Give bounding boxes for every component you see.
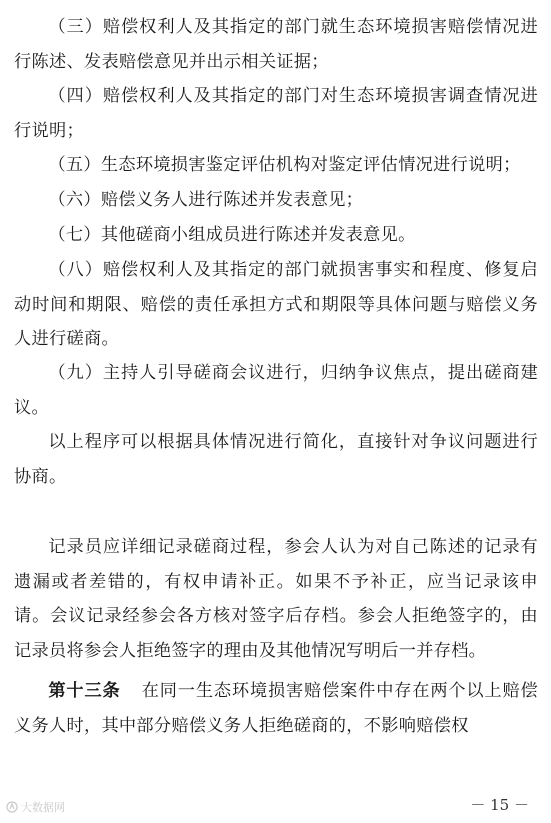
- paragraph-item-4: （四）赔偿权利人及其指定的部门对生态环境损害调查情况进行说明；: [14, 86, 538, 141]
- watermark-text: 大数据网: [21, 802, 65, 814]
- watermark: [6, 799, 65, 815]
- paragraph-item-6: （六）赔偿义务人进行陈述并发表意见；: [48, 190, 364, 210]
- paragraph-simplification: 以上程序可以根据具体情况进行简化，直接针对争议问题进行协商。: [14, 432, 538, 487]
- paragraph-item-8: （八）赔偿权利人及其指定的部门就损害事实和程度、修复启动时间和期限、赔偿的责任承担方式和期限等具体问题与赔偿义务人进行磋商。: [14, 260, 538, 349]
- paragraph-item-5: （五）生态环境损害鉴定评估机构对鉴定评估情况进行说明；: [48, 155, 521, 175]
- article-13: [14, 674, 538, 743]
- paragraph-item-3: （三）赔偿权利人及其指定的部门就生态环境损害赔偿情况进行陈述、发表赔偿意见并出示相关证据；: [14, 17, 538, 72]
- watermark-logo-icon: [6, 801, 18, 813]
- paragraph-recorder: 记录员应详细记录磋商过程，参会人认为对自己陈述的记录有遗漏或者差错的，有权申请补正。如果不予补正，应当记录该申请。会议记录经参会各方核对签字后存档。参会人拒绝签字的，由记录员将参会人拒绝签字的理由及其他情况写明后一并存档。: [14, 537, 538, 661]
- paragraph-item-9: （九）主持人引导磋商会议进行，归纳争议焦点，提出磋商建议。: [14, 363, 538, 418]
- paragraph-item-7: （七）其他磋商小组成员进行陈述并发表意见。: [48, 225, 416, 245]
- article-13-term: 第十三条: [48, 681, 121, 701]
- article-13-text: 在同一生态环境损害赔偿案件中存在两个以上赔偿义务人时，其中部分赔偿义务人拒绝磋商的，不影响赔偿权: [14, 681, 538, 736]
- page-number: － 15 －: [470, 796, 529, 814]
